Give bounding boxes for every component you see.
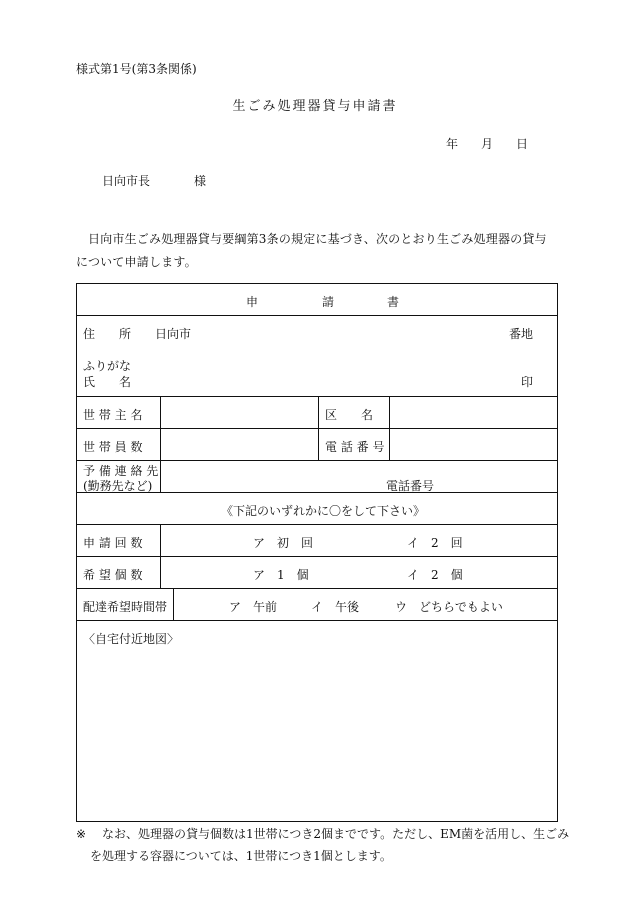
address-suffix: 番地 <box>509 327 534 341</box>
date-year-label: 年 <box>446 137 459 151</box>
furigana-label: ふりがな <box>83 359 132 373</box>
heading-char-1: 申 <box>246 295 259 309</box>
column-divider <box>389 397 390 428</box>
alt-contact-label: 予 備 連 絡 先 <box>83 464 159 478</box>
addressee: 日向市長 <box>102 174 151 188</box>
phone-label: 電 話 番 号 <box>325 440 385 454</box>
application-count-row <box>77 525 557 557</box>
note-mark: ※ <box>76 827 87 841</box>
note-line-2: を処理する容器については、1世帯につき1個とします。 <box>90 849 392 863</box>
household-members-label: 世 帯 員 数 <box>83 440 143 454</box>
column-divider <box>160 429 161 460</box>
name-label: 氏 名 <box>83 375 132 389</box>
alt-contact-phone-label: 電話番号 <box>386 479 435 493</box>
form-number: 様式第1号(第3条関係) <box>76 62 197 76</box>
address-name-row <box>77 316 557 397</box>
desired-units-label: 希 望 個 数 <box>83 568 143 582</box>
instruction-text: 《下記のいずれかに〇をして下さい》 <box>221 504 426 518</box>
household-members-row <box>77 429 557 461</box>
intro-paragraph: 日向市生ごみ処理器貸与要綱第3条の規定に基づき、次のとおり生ごみ処理器の貸与について申請します。 <box>76 232 547 269</box>
heading-char-3: 書 <box>387 295 400 309</box>
desired-units-option-a[interactable]: ア 1 個 <box>253 568 309 582</box>
note-line-1: なお、処理器の貸与個数は1世帯につき2個までです。ただし、EM菌を活用し、生ごみ <box>102 827 570 841</box>
column-divider <box>160 557 161 588</box>
application-count-label: 申 請 回 数 <box>83 536 143 550</box>
desired-units-row <box>77 557 557 589</box>
seal-mark: 印 <box>521 375 534 389</box>
column-divider <box>389 429 390 460</box>
honorific: 様 <box>194 174 207 188</box>
delivery-option-b[interactable]: イ 午後 <box>311 600 360 614</box>
application-form-table <box>76 283 558 822</box>
desired-units-option-b[interactable]: イ 2 個 <box>407 568 463 582</box>
column-divider <box>318 397 319 428</box>
household-head-label: 世 帯 主 名 <box>83 408 143 422</box>
table-heading-row <box>77 284 557 316</box>
date-month-label: 月 <box>481 137 494 151</box>
district-label: 区 名 <box>325 408 374 422</box>
instruction-row <box>77 493 557 525</box>
column-divider <box>173 589 174 620</box>
document-title: 生ごみ処理器貸与申請書 <box>232 99 398 114</box>
home-map-area[interactable] <box>77 621 557 821</box>
address-city: 日向市 <box>155 327 192 341</box>
delivery-time-label: 配達希望時間帯 <box>83 600 168 614</box>
column-divider <box>160 397 161 428</box>
map-label: 〈自宅付近地図〉 <box>83 632 180 646</box>
heading-char-2: 請 <box>322 295 335 309</box>
column-divider <box>160 525 161 556</box>
alt-contact-sublabel: (勤務先など) <box>83 479 153 493</box>
address-label: 住 所 <box>83 327 132 341</box>
delivery-option-a[interactable]: ア 午前 <box>229 600 278 614</box>
alt-contact-row <box>77 461 557 493</box>
column-divider <box>160 461 161 492</box>
delivery-time-row <box>77 589 557 621</box>
household-head-row <box>77 397 557 429</box>
application-count-option-b[interactable]: イ 2 回 <box>407 536 463 550</box>
delivery-option-c[interactable]: ウ どちらでもよい <box>395 600 503 614</box>
date-day-label: 日 <box>516 137 529 151</box>
application-count-option-a[interactable]: ア 初 回 <box>253 536 314 550</box>
column-divider <box>318 429 319 460</box>
